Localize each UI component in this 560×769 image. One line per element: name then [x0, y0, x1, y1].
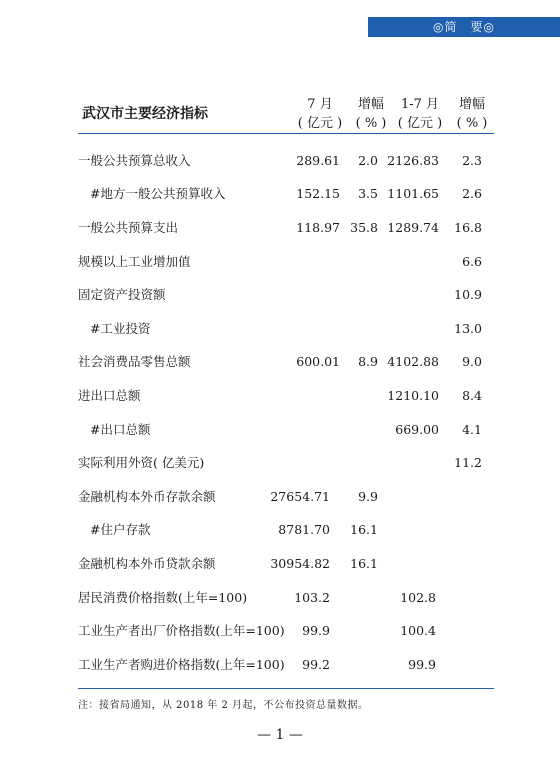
table-row — [0, 252, 560, 272]
table-row — [0, 352, 560, 372]
row-label: 金融机构本外币贷款余额 — [78, 556, 216, 571]
table-row — [0, 151, 560, 171]
row-ytd-value: 4102.88 — [387, 354, 439, 369]
row-label: 实际利用外资( 亿美元) — [78, 455, 205, 470]
row-july-value: 600.01 — [296, 354, 340, 369]
table-row — [0, 420, 560, 440]
row-ytd-growth: 4.1 — [462, 422, 482, 437]
row-ytd-growth: 9.0 — [462, 354, 482, 369]
header-col-growth-1-line1: 增幅 — [357, 97, 384, 112]
table-row — [0, 184, 560, 204]
footnote: 注：接省局通知，从 2018 年 2 月起，不公布投资总量数据。 — [78, 700, 369, 711]
row-label: 工业生产者出厂价格指数(上年=100) — [78, 623, 285, 638]
header-col-growth-1-unit: ( % ) — [355, 116, 387, 131]
header-rule — [78, 133, 494, 134]
table-row — [0, 520, 560, 540]
row-ytd-growth: 2.6 — [462, 186, 482, 201]
row-ytd-growth: 13.0 — [454, 321, 482, 336]
row-label: #住户存款 — [90, 522, 151, 537]
row-ytd-value: 1289.74 — [387, 220, 439, 235]
row-july-value: 118.97 — [296, 220, 340, 235]
table-row — [0, 218, 560, 238]
row-ytd-growth: 6.6 — [462, 254, 482, 269]
row-july-growth: 16.1 — [350, 522, 378, 537]
row-ytd-value: 1101.65 — [387, 186, 439, 201]
table-row — [0, 621, 560, 641]
row-ytd-value: 102.8 — [400, 590, 436, 605]
row-july-growth: 35.8 — [350, 220, 378, 235]
table-row — [0, 487, 560, 507]
row-july-value: 8781.70 — [278, 522, 330, 537]
table-row — [0, 588, 560, 608]
row-label: #出口总额 — [90, 422, 151, 437]
row-july-value: 30954.82 — [270, 556, 330, 571]
row-label: 固定资产投资额 — [78, 287, 166, 302]
header-col-growth-2 — [452, 95, 492, 133]
table-row — [0, 319, 560, 339]
table-title: 武汉市主要经济指标 — [82, 106, 208, 122]
row-label: 工业生产者购进价格指数(上年=100) — [78, 657, 285, 672]
row-july-value: 99.9 — [302, 623, 330, 638]
table-row — [0, 386, 560, 406]
table-row — [0, 554, 560, 574]
row-ytd-value: 669.00 — [395, 422, 439, 437]
section-banner: ◎简 要◎ — [368, 17, 560, 37]
row-ytd-value: 1210.10 — [387, 388, 439, 403]
row-label: 进出口总额 — [78, 388, 141, 403]
row-label: 居民消费价格指数(上年=100) — [78, 590, 248, 605]
row-july-growth: 2.0 — [358, 153, 378, 168]
page-number: — 1 — — [257, 727, 303, 743]
header-col-jan-july — [394, 95, 446, 133]
row-label: #工业投资 — [90, 321, 151, 336]
header-col-growth-2-line1: 增幅 — [458, 97, 485, 112]
row-ytd-growth: 10.9 — [454, 287, 482, 302]
footer-rule — [78, 688, 494, 689]
header-col-jan-july-line1: 1-7 月 — [400, 97, 440, 112]
header-col-july-unit: ( 亿元 ) — [297, 116, 343, 131]
row-label: 金融机构本外币存款余额 — [78, 489, 216, 504]
row-july-value: 103.2 — [294, 590, 330, 605]
row-ytd-growth: 16.8 — [454, 220, 482, 235]
row-label: #地方一般公共预算收入 — [90, 186, 226, 201]
row-july-growth: 3.5 — [358, 186, 378, 201]
row-label: 规模以上工业增加值 — [78, 254, 191, 269]
row-ytd-growth: 11.2 — [454, 455, 482, 470]
row-ytd-value: 99.9 — [408, 657, 436, 672]
row-july-value: 289.61 — [296, 153, 340, 168]
row-label: 社会消费品零售总额 — [78, 354, 191, 369]
row-ytd-growth: 8.4 — [462, 388, 482, 403]
row-july-growth: 9.9 — [358, 489, 378, 504]
header-col-jan-july-unit: ( 亿元 ) — [397, 116, 443, 131]
table-row — [0, 453, 560, 473]
row-ytd-value: 100.4 — [400, 623, 436, 638]
row-july-value: 152.15 — [296, 186, 340, 201]
header-col-growth-2-unit: ( % ) — [456, 116, 488, 131]
row-ytd-value: 2126.83 — [387, 153, 439, 168]
row-july-value: 99.2 — [302, 657, 330, 672]
table-row — [0, 655, 560, 675]
row-ytd-growth: 2.3 — [462, 153, 482, 168]
row-label: 一般公共预算支出 — [78, 220, 179, 235]
row-label: 一般公共预算总收入 — [78, 153, 191, 168]
header-col-july-line1: 7 月 — [307, 97, 333, 112]
row-july-value: 27654.71 — [270, 489, 330, 504]
header-col-july — [290, 95, 350, 133]
table-row — [0, 285, 560, 305]
header-col-growth-1 — [353, 95, 389, 133]
row-july-growth: 16.1 — [350, 556, 378, 571]
row-july-growth: 8.9 — [358, 354, 378, 369]
